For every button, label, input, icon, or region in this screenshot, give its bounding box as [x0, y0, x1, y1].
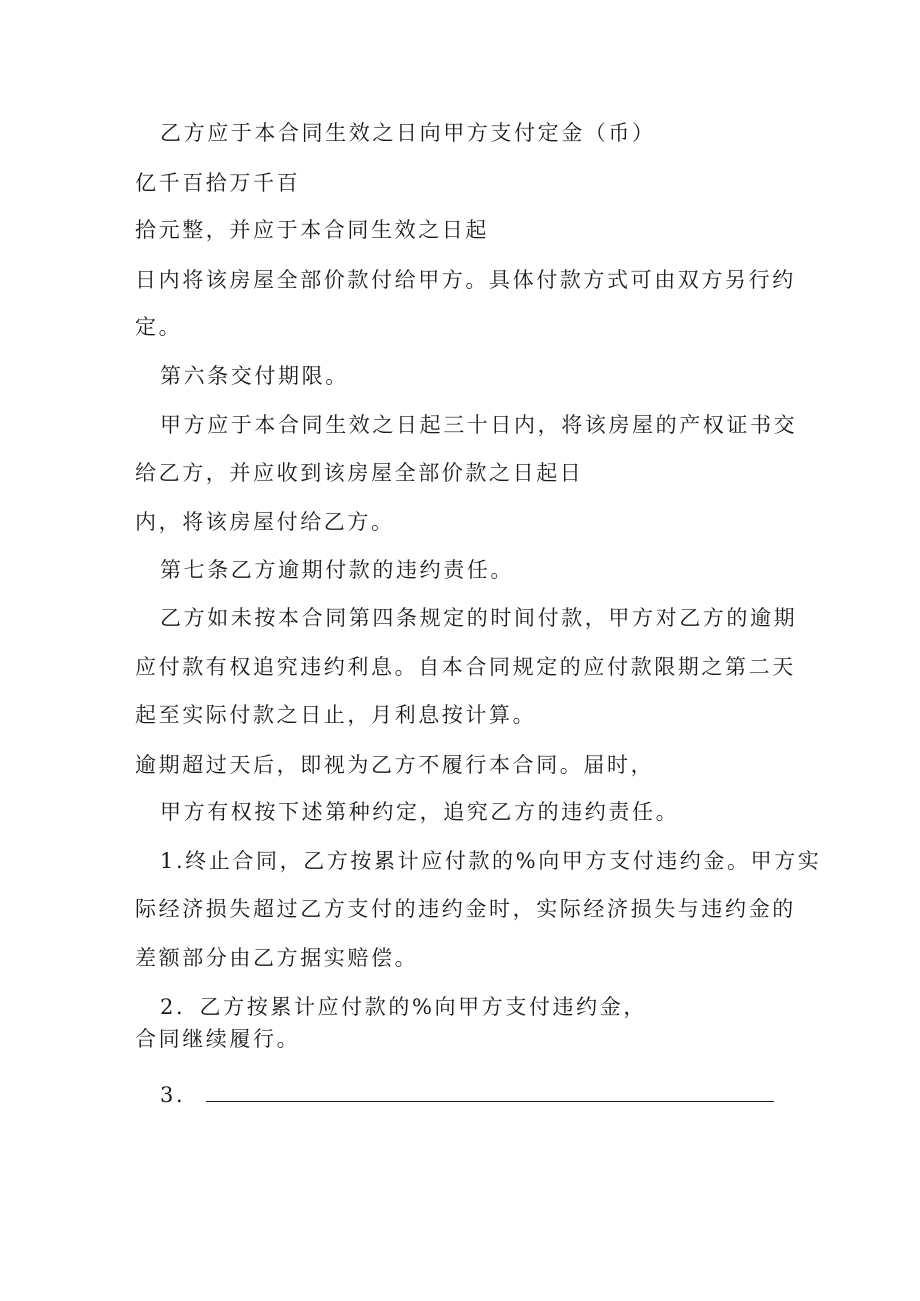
- text-line: 际经济损失超过乙方支付的违约金时，实际经济损失与违约金的: [135, 897, 796, 921]
- text-line: 拾元整，并应于本合同生效之日起: [135, 218, 489, 242]
- text-line: 差额部分由乙方据实赔偿。: [135, 946, 419, 970]
- fill-in-blank-line: [206, 1100, 774, 1102]
- text-line: 给乙方，并应收到该房屋全部价款之日起日: [135, 461, 584, 485]
- text-line: 甲方应于本合同生效之日起三十日内，将该房屋的产权证书交: [160, 413, 798, 437]
- text-line: 乙方如未按本合同第四条规定的时间付款，甲方对乙方的逾期: [160, 606, 798, 630]
- clause-2: 2．乙方按累计应付款的%向甲方支付违约金，: [160, 995, 647, 1019]
- text-line: 应付款有权追究违约利息。自本合同规定的应付款限期之第二天: [135, 655, 796, 679]
- text-line: 亿千百拾万千百: [135, 171, 301, 195]
- text-line: 甲方有权按下述第种约定，追究乙方的违约责任。: [160, 800, 680, 824]
- text-line: 逾期超过天后，即视为乙方不履行本合同。届时，: [135, 753, 655, 777]
- text-line: 日内将该房屋全部价款付给甲方。具体付款方式可由双方另行约: [135, 268, 796, 292]
- text-line: 合同继续履行。: [135, 1027, 301, 1051]
- section-heading: 第七条乙方逾期付款的违约责任。: [160, 558, 514, 582]
- clause-1: 1.终止合同，乙方按累计应付款的%向甲方支付违约金。甲方实: [160, 849, 822, 873]
- text-line: 定。: [135, 315, 183, 339]
- section-heading: 第六条交付期限。: [160, 364, 349, 388]
- text-line: 起至实际付款之日止，月利息按计算。: [135, 703, 537, 727]
- clause-3: [160, 1080, 774, 1110]
- text-line: 内，将该房屋付给乙方。: [135, 510, 395, 534]
- clause-3-number: 3．: [160, 1083, 200, 1107]
- text-line: 乙方应于本合同生效之日向甲方支付定金（币）: [160, 121, 656, 145]
